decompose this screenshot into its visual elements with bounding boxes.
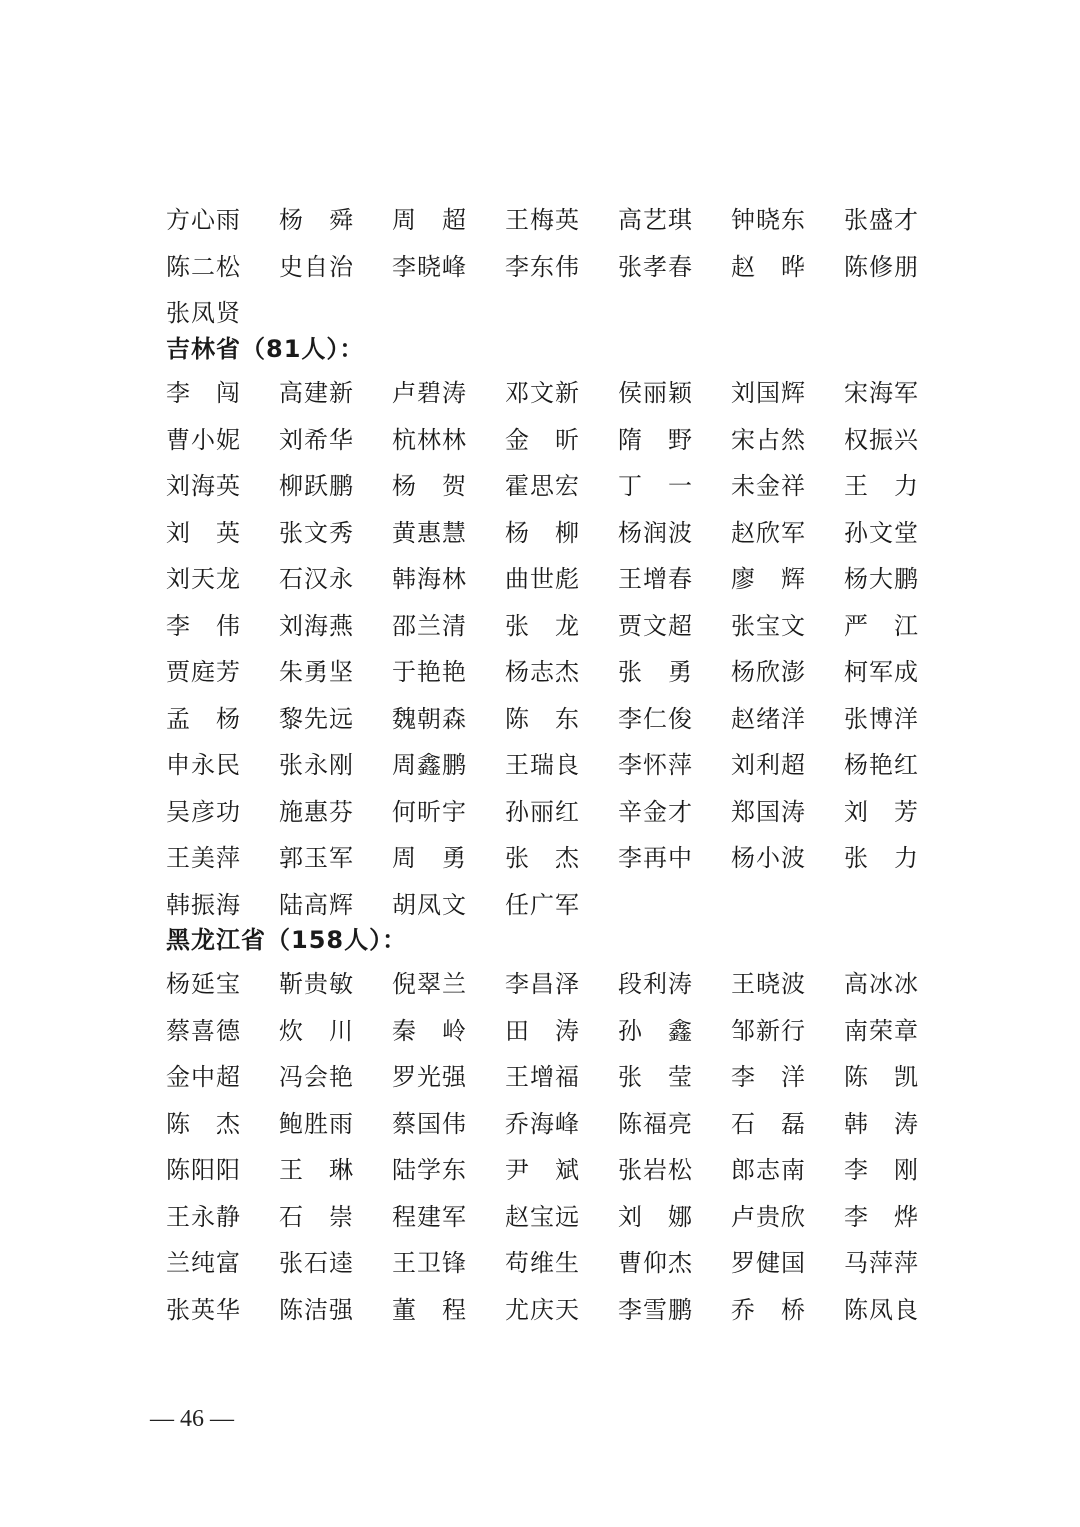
person-name: 黄 惠 慧 xyxy=(392,518,466,547)
person-name: 宋 占 然 xyxy=(731,425,805,454)
name-list-heilongjiang xyxy=(166,969,926,1341)
section-heading-heilongjiang: 黑龙江省（158人）： xyxy=(166,926,408,954)
person-name: 石 崇 xyxy=(279,1202,353,1231)
person-name: 杨 贺 xyxy=(392,472,466,500)
person-name: 杨 小 波 xyxy=(731,844,805,872)
person-name: 邵 兰 清 xyxy=(392,611,466,640)
person-name: 张 宝 文 xyxy=(731,611,805,640)
person-name: 王 永 静 xyxy=(166,1202,240,1231)
person-name: 陈 阳 阳 xyxy=(166,1156,240,1184)
person-name: 张 石 逵 xyxy=(279,1249,353,1277)
person-name: 乔 桥 xyxy=(731,1295,805,1324)
name-row xyxy=(166,1109,926,1156)
person-name: 施 惠 芬 xyxy=(279,797,353,826)
name-row xyxy=(166,378,926,425)
person-name: 张 莹 xyxy=(618,1063,692,1091)
person-name: 陈 修 朋 xyxy=(844,252,918,281)
person-name: 李 怀 萍 xyxy=(618,751,692,779)
name-row xyxy=(166,1062,926,1109)
name-row xyxy=(166,1202,926,1249)
person-name: 张 盛 才 xyxy=(844,206,918,234)
person-name: 韩 涛 xyxy=(844,1109,918,1138)
person-name: 张 岩 松 xyxy=(618,1156,692,1184)
person-name: 杨 欣 澎 xyxy=(731,658,805,686)
person-name: 冯 会 艳 xyxy=(279,1063,353,1091)
page-number: — 46 — xyxy=(150,1406,234,1432)
person-name: 李 昌 泽 xyxy=(505,970,579,998)
name-row xyxy=(166,518,926,565)
person-name: 胡 凤 文 xyxy=(392,890,466,919)
person-name: 杭 林 林 xyxy=(392,425,466,454)
person-name: 李 东 伟 xyxy=(505,252,579,281)
person-name: 侯 丽 颖 xyxy=(618,379,692,407)
name-row xyxy=(166,425,926,472)
person-name: 杨 舜 xyxy=(279,206,353,234)
person-name: 杨 延 宝 xyxy=(166,970,240,998)
person-name: 隋 野 xyxy=(618,425,692,454)
person-name: 刘 海 燕 xyxy=(279,611,353,640)
person-name: 赵 绪 洋 xyxy=(731,704,805,733)
person-name: 乔 海 峰 xyxy=(505,1109,579,1138)
person-name: 史 自 治 xyxy=(279,252,353,281)
person-name: 杨 润 波 xyxy=(618,518,692,547)
section-heading-jilin: 吉林省（81人）： xyxy=(166,335,365,363)
name-row xyxy=(166,252,926,299)
person-name: 王 晓 波 xyxy=(731,970,805,998)
person-name: 刘 芳 xyxy=(844,797,918,826)
person-name: 陈 二 松 xyxy=(166,252,240,281)
person-name: 张 英 华 xyxy=(166,1295,240,1324)
person-name: 杨 志 杰 xyxy=(505,658,579,686)
name-row xyxy=(166,750,926,797)
person-name: 李 烨 xyxy=(844,1202,918,1231)
person-name: 金 昕 xyxy=(505,425,579,454)
person-name: 陈 杰 xyxy=(166,1109,240,1138)
person-name: 杨 柳 xyxy=(505,518,579,547)
person-name: 刘 娜 xyxy=(618,1202,692,1231)
name-row xyxy=(166,797,926,844)
person-name: 权 振 兴 xyxy=(844,425,918,454)
person-name: 周 勇 xyxy=(392,844,466,872)
person-name: 魏 朝 森 xyxy=(392,704,466,733)
person-name: 黎 先 远 xyxy=(279,704,353,733)
name-row xyxy=(166,1295,926,1342)
person-name: 卢 贵 欣 xyxy=(731,1202,805,1231)
person-name: 孟 杨 xyxy=(166,704,240,733)
person-name: 丁 一 xyxy=(618,472,692,500)
person-name: 柯 军 成 xyxy=(844,658,918,686)
person-name: 韩 海 林 xyxy=(392,565,466,593)
person-name: 刘 希 华 xyxy=(279,425,353,454)
person-name: 李 闯 xyxy=(166,379,240,407)
person-name: 曲 世 彪 xyxy=(505,565,579,593)
person-name: 辛 金 才 xyxy=(618,797,692,826)
person-name: 陈 凯 xyxy=(844,1063,918,1091)
person-name: 蔡 国 伟 xyxy=(392,1109,466,1138)
person-name: 邓 文 新 xyxy=(505,379,579,407)
person-name: 李 晓 峰 xyxy=(392,252,466,281)
person-name: 石 磊 xyxy=(731,1109,805,1138)
person-name: 宋 海 军 xyxy=(844,379,918,407)
person-name: 贾 庭 芳 xyxy=(166,658,240,686)
person-name: 王 卫 锋 xyxy=(392,1249,466,1277)
person-name: 王 琳 xyxy=(279,1156,353,1184)
person-name: 张 力 xyxy=(844,844,918,872)
person-name: 高 冰 冰 xyxy=(844,970,918,998)
person-name: 郎 志 南 xyxy=(731,1156,805,1184)
person-name: 尤 庆 天 xyxy=(505,1295,579,1324)
person-name: 刘 海 英 xyxy=(166,472,240,500)
person-name: 高 艺 琪 xyxy=(618,206,692,234)
person-name: 张 龙 xyxy=(505,611,579,640)
person-name: 周 鑫 鹏 xyxy=(392,751,466,779)
person-name: 南 荣 章 xyxy=(844,1016,918,1045)
person-name: 张 杰 xyxy=(505,844,579,872)
person-name: 周 超 xyxy=(392,206,466,234)
person-name: 赵 宝 远 xyxy=(505,1202,579,1231)
name-row xyxy=(166,1016,926,1063)
person-name: 张 永 刚 xyxy=(279,751,353,779)
person-name: 王 瑞 良 xyxy=(505,751,579,779)
person-name: 石 汉 永 xyxy=(279,565,353,593)
person-name: 罗 健 国 xyxy=(731,1249,805,1277)
person-name: 未 金 祥 xyxy=(731,472,805,500)
person-name: 陆 学 东 xyxy=(392,1156,466,1184)
person-name: 朱 勇 坚 xyxy=(279,658,353,686)
person-name: 兰 纯 富 xyxy=(166,1249,240,1277)
person-name: 金 中 超 xyxy=(166,1063,240,1091)
person-name: 靳 贵 敏 xyxy=(279,970,353,998)
person-name: 方 心 雨 xyxy=(166,206,240,234)
person-name: 炊 川 xyxy=(279,1016,353,1045)
person-name: 孙 文 堂 xyxy=(844,518,918,547)
person-name: 陈 凤 良 xyxy=(844,1295,918,1324)
person-name: 李 再 中 xyxy=(618,844,692,872)
name-list-continued xyxy=(166,205,926,345)
name-list-jilin xyxy=(166,378,926,936)
person-name: 柳 跃 鹏 xyxy=(279,472,353,500)
name-row xyxy=(166,1155,926,1202)
person-name: 吴 彦 功 xyxy=(166,797,240,826)
person-name: 刘 天 龙 xyxy=(166,565,240,593)
person-name: 曹 仰 杰 xyxy=(618,1249,692,1277)
person-name: 蔡 喜 德 xyxy=(166,1016,240,1045)
person-name: 赵 欣 军 xyxy=(731,518,805,547)
name-row xyxy=(166,657,926,704)
person-name: 陆 高 辉 xyxy=(279,890,353,919)
person-name: 刘 国 辉 xyxy=(731,379,805,407)
person-name: 张 孝 春 xyxy=(618,252,692,281)
person-name: 邹 新 行 xyxy=(731,1016,805,1045)
person-name: 何 昕 宇 xyxy=(392,797,466,826)
person-name: 王 梅 英 xyxy=(505,206,579,234)
person-name: 李 雪 鹏 xyxy=(618,1295,692,1324)
person-name: 廖 辉 xyxy=(731,565,805,593)
person-name: 高 建 新 xyxy=(279,379,353,407)
person-name: 李 洋 xyxy=(731,1063,805,1091)
name-row xyxy=(166,843,926,890)
person-name: 李 伟 xyxy=(166,611,240,640)
person-name: 卢 碧 涛 xyxy=(392,379,466,407)
person-name: 陈 东 xyxy=(505,704,579,733)
person-name: 霍 思 宏 xyxy=(505,472,579,500)
person-name: 郑 国 涛 xyxy=(731,797,805,826)
person-name: 杨 艳 红 xyxy=(844,751,918,779)
person-name: 张 凤 贤 xyxy=(166,299,240,327)
name-row xyxy=(166,564,926,611)
name-row xyxy=(166,704,926,751)
person-name: 张 勇 xyxy=(618,658,692,686)
person-name: 张 文 秀 xyxy=(279,518,353,547)
person-name: 任 广 军 xyxy=(505,890,579,919)
person-name: 程 建 军 xyxy=(392,1202,466,1231)
person-name: 王 增 福 xyxy=(505,1063,579,1091)
person-name: 申 永 民 xyxy=(166,751,240,779)
person-name: 陈 洁 强 xyxy=(279,1295,353,1324)
person-name: 苟 维 生 xyxy=(505,1249,579,1277)
person-name: 倪 翠 兰 xyxy=(392,970,466,998)
person-name: 秦 岭 xyxy=(392,1016,466,1045)
person-name: 郭 玉 军 xyxy=(279,844,353,872)
name-row xyxy=(166,471,926,518)
person-name: 田 涛 xyxy=(505,1016,579,1045)
person-name: 孙 丽 红 xyxy=(505,797,579,826)
person-name: 鲍 胜 雨 xyxy=(279,1109,353,1138)
name-row xyxy=(166,611,926,658)
person-name: 于 艳 艳 xyxy=(392,658,466,686)
person-name: 马 萍 萍 xyxy=(844,1249,918,1277)
person-name: 罗 光 强 xyxy=(392,1063,466,1091)
name-row xyxy=(166,1248,926,1295)
person-name: 贾 文 超 xyxy=(618,611,692,640)
person-name: 钟 晓 东 xyxy=(731,206,805,234)
person-name: 曹 小 妮 xyxy=(166,425,240,454)
person-name: 杨 大 鹏 xyxy=(844,565,918,593)
person-name: 刘 英 xyxy=(166,518,240,547)
person-name: 陈 福 亮 xyxy=(618,1109,692,1138)
person-name: 赵 晔 xyxy=(731,252,805,281)
person-name: 王 美 萍 xyxy=(166,844,240,872)
name-row xyxy=(166,205,926,252)
person-name: 王 力 xyxy=(844,472,918,500)
name-row xyxy=(166,969,926,1016)
person-name: 董 程 xyxy=(392,1295,466,1324)
person-name: 张 博 洋 xyxy=(844,704,918,733)
person-name: 段 利 涛 xyxy=(618,970,692,998)
person-name: 韩 振 海 xyxy=(166,890,240,919)
person-name: 尹 斌 xyxy=(505,1156,579,1184)
person-name: 李 刚 xyxy=(844,1156,918,1184)
person-name: 刘 利 超 xyxy=(731,751,805,779)
person-name: 李 仁 俊 xyxy=(618,704,692,733)
person-name: 严 江 xyxy=(844,611,918,640)
person-name: 孙 鑫 xyxy=(618,1016,692,1045)
person-name: 王 增 春 xyxy=(618,565,692,593)
